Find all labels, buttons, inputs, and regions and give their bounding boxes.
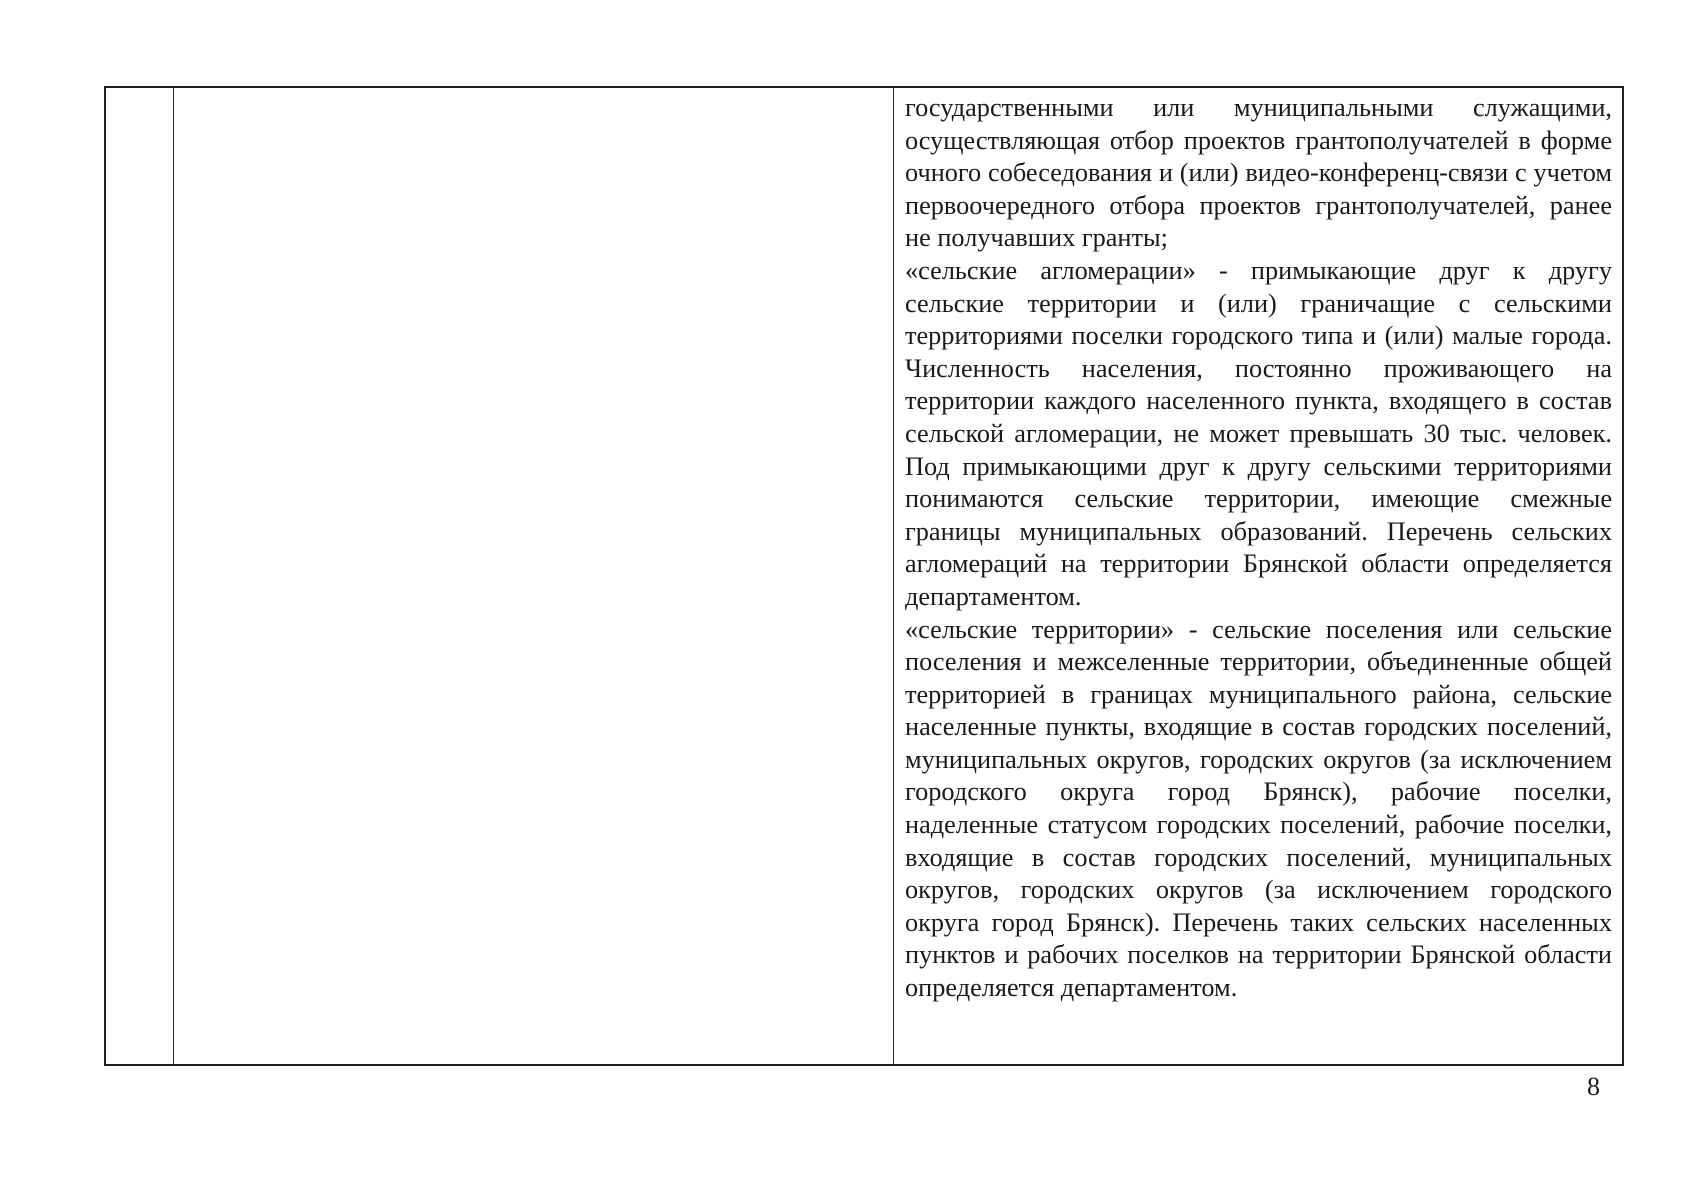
- table-cell-name: [174, 88, 894, 1064]
- definition-paragraph: «сельские агломерации» - примыкающие друг к другу сельские территории и (или) граничащие с сельскими территориями поселки городского типа и (или) малые города. Численность населения, постоянно проживающего на территории каждого населенного пункта, входящего в состав сельской агломерации, не может превышать 30 тыс. человек. Под примыкающими друг к другу сельскими территориями понимаются сельские территории, имеющие смежные границы муниципальных образований. Перечень сельских агломераций на территории Брянской области определяется департаментом.: [905, 255, 1612, 611]
- definition-paragraph: государственными или муниципальными служащими, осуществляющая отбор проектов грантополучателей в форме очного собеседования и (или) видео-конференц-связи с учетом первоочередного отбора проектов грантополучателей, ранее не получавших гранты;: [905, 93, 1612, 253]
- document-table: [104, 86, 1624, 1066]
- table-cell-definitions: [894, 88, 1622, 1064]
- definition-paragraph: «сельские территории» - сельские поселения или сельские поселения и межселенные территории, объединенные общей территорией в границах муниципального района, сельские населенные пункты, входящие в состав городских поселений, муниципальных округов, городских округов (за исключением городского округа город Брянск), рабочие поселки, наделенные статусом городских поселений, рабочие поселки, входящие в состав городских поселений, муниципальных округов, городских округов (за исключением городского округа город Брянск). Перечень таких сельских населенных пунктов и рабочих поселков на территории Брянской области определяется департаментом.: [905, 614, 1612, 1003]
- table-cell-number: [106, 88, 174, 1064]
- page-number: 8: [1587, 1072, 1600, 1101]
